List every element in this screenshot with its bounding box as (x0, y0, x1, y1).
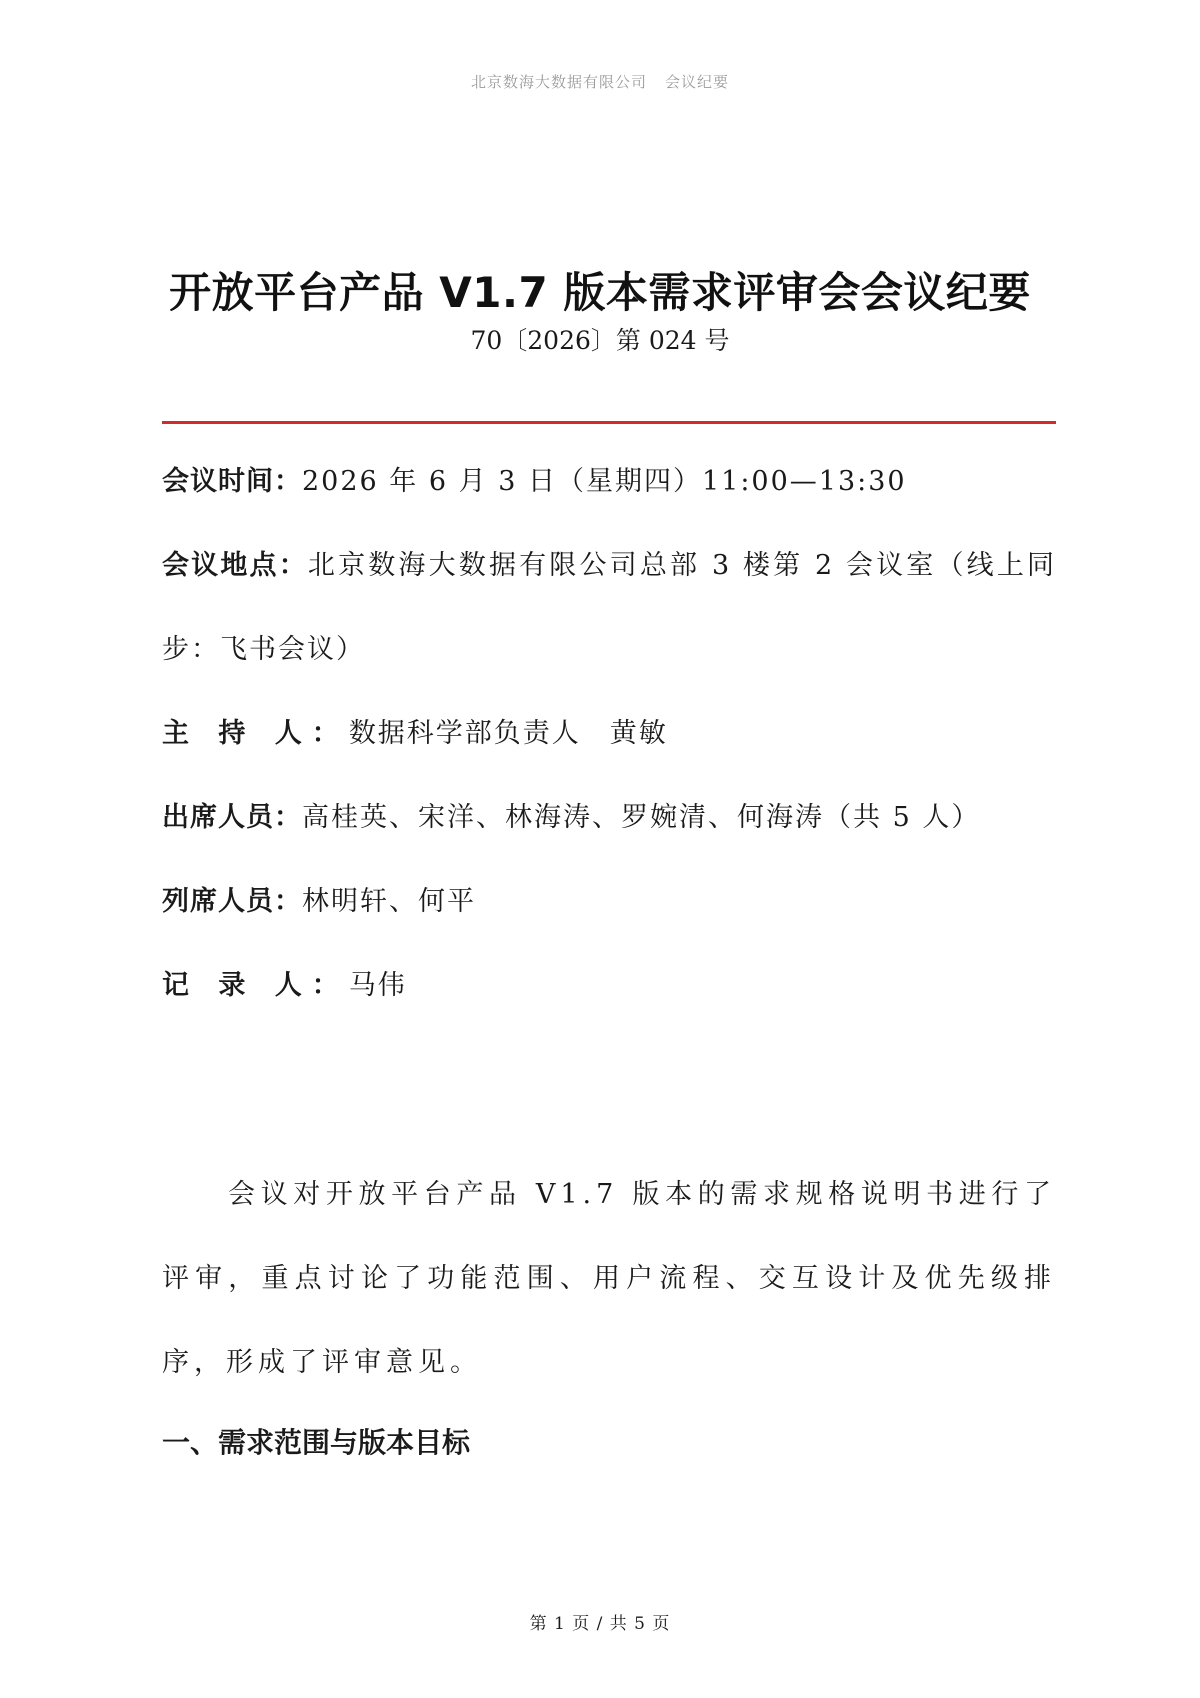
header-doc-type: 会议纪要 (665, 73, 730, 91)
meeting-time-label: 会议时间： (162, 466, 302, 497)
meeting-host-label: 主 持 人： (162, 718, 349, 749)
meeting-host-value: 数据科学部负责人 黄敏 (348, 718, 668, 749)
meeting-attendees-label: 出席人员： (162, 802, 302, 833)
page-footer: 第 1 页 / 共 5 页 (529, 1614, 671, 1634)
meeting-host-row (162, 692, 1056, 776)
document-number: 70〔2026〕第 024 号 (470, 326, 730, 355)
meeting-recorder-row (162, 944, 1056, 1028)
meeting-observers-row (162, 860, 1056, 944)
meeting-recorder-label: 记 录 人： (162, 970, 349, 1001)
header-company: 北京数海大数据有限公司 (470, 73, 647, 91)
meeting-observers-value: 林明轩、何平 (302, 886, 476, 917)
meeting-info-block (162, 440, 1056, 1028)
meeting-recorder-value: 马伟 (348, 970, 407, 1001)
meeting-location-label: 会议地点： (162, 550, 308, 581)
meeting-time-row (162, 440, 1056, 524)
document-title: 开放平台产品 V1.7 版本需求评审会会议纪要 (169, 268, 1031, 318)
meeting-attendees-row (162, 776, 1056, 860)
meeting-location-value: 北京数海大数据有限公司总部 3 楼第 2 会议室（线上同步：飞书会议） (162, 550, 1057, 665)
section-heading-1: 一、需求范围与版本目标 (162, 1426, 471, 1459)
running-header (0, 71, 1200, 92)
meeting-time-value: 2026 年 6 月 3 日（星期四）11:00—13:30 (302, 466, 907, 497)
meeting-summary-paragraph: 会议对开放平台产品 V1.7 版本的需求规格说明书进行了评审，重点讨论了功能范围、用户流程、交互设计及优先级排序，形成了评审意见。 (162, 1179, 1056, 1378)
red-divider-rule (162, 421, 1056, 424)
meeting-observers-label: 列席人员： (162, 886, 302, 917)
meeting-location-row (162, 524, 1056, 692)
meeting-attendees-value: 高桂英、宋洋、林海涛、罗婉清、何海涛（共 5 人） (302, 802, 981, 833)
